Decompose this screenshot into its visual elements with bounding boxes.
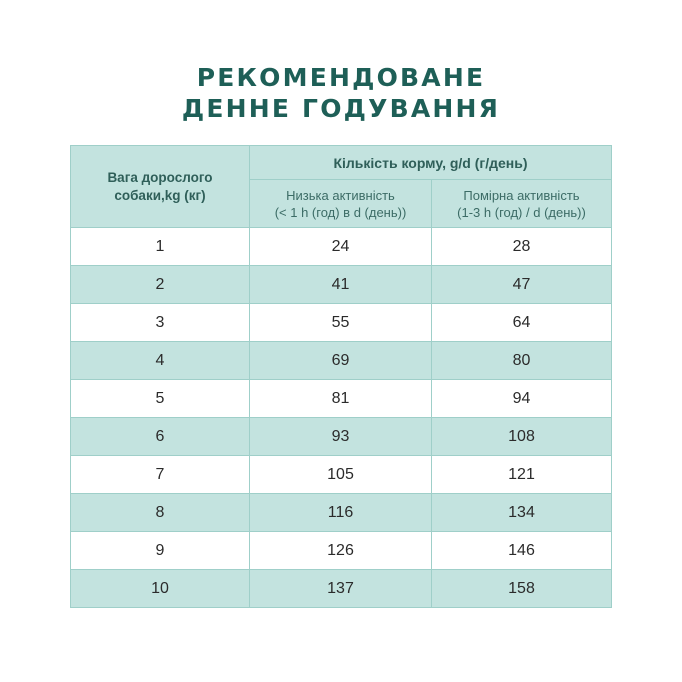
- moderate-activity-cell: 158: [432, 570, 612, 608]
- table-row: [71, 456, 612, 494]
- table-row: [71, 570, 612, 608]
- moderate-activity-cell: 64: [432, 304, 612, 342]
- weight-cell: 3: [71, 304, 250, 342]
- weight-column-header: [71, 146, 250, 228]
- weight-cell: 7: [71, 456, 250, 494]
- table-row: [71, 418, 612, 456]
- moderate-activity-cell: 146: [432, 532, 612, 570]
- weight-cell: 8: [71, 494, 250, 532]
- table-row: [71, 380, 612, 418]
- low-activity-cell: 116: [250, 494, 432, 532]
- moderate-activity-cell: 94: [432, 380, 612, 418]
- low-activity-cell: 105: [250, 456, 432, 494]
- weight-cell: 5: [71, 380, 250, 418]
- low-activity-cell: 81: [250, 380, 432, 418]
- moderate-activity-header-line-2: (1-3 h (год) / d (день)): [457, 204, 586, 220]
- weight-cell: 4: [71, 342, 250, 380]
- weight-header-line-2: собаки,kg (кг): [114, 187, 206, 203]
- moderate-activity-cell: 134: [432, 494, 612, 532]
- quantity-column-header: Кількість корму, g/d (г/день): [250, 146, 612, 180]
- low-activity-header: [250, 180, 432, 228]
- low-activity-cell: 126: [250, 532, 432, 570]
- moderate-activity-cell: 28: [432, 228, 612, 266]
- table-row: [71, 304, 612, 342]
- moderate-activity-cell: 47: [432, 266, 612, 304]
- low-activity-cell: 24: [250, 228, 432, 266]
- low-activity-cell: 41: [250, 266, 432, 304]
- table-row: [71, 532, 612, 570]
- weight-cell: 6: [71, 418, 250, 456]
- low-activity-header-line-1: Низька активність: [286, 187, 395, 203]
- page-title: [0, 62, 682, 124]
- feeding-table: [70, 145, 612, 608]
- table-row: [71, 228, 612, 266]
- moderate-activity-cell: 108: [432, 418, 612, 456]
- moderate-activity-cell: 121: [432, 456, 612, 494]
- moderate-activity-header: [432, 180, 612, 228]
- table-row: [71, 342, 612, 380]
- weight-cell: 10: [71, 570, 250, 608]
- title-line-2: ДЕННЕ ГОДУВАННЯ: [181, 94, 501, 123]
- weight-cell: 1: [71, 228, 250, 266]
- moderate-activity-cell: 80: [432, 342, 612, 380]
- moderate-activity-header-line-1: Помірна активність: [463, 187, 580, 203]
- weight-header-line-1: Вага дорослого: [107, 169, 213, 185]
- title-line-1: РЕКОМЕНДОВАНЕ: [196, 63, 486, 92]
- low-activity-cell: 93: [250, 418, 432, 456]
- low-activity-header-line-2: (< 1 h (год) в d (день)): [274, 204, 407, 220]
- table-row: [71, 494, 612, 532]
- table-row: [71, 266, 612, 304]
- weight-cell: 2: [71, 266, 250, 304]
- weight-cell: 9: [71, 532, 250, 570]
- low-activity-cell: 69: [250, 342, 432, 380]
- low-activity-cell: 55: [250, 304, 432, 342]
- low-activity-cell: 137: [250, 570, 432, 608]
